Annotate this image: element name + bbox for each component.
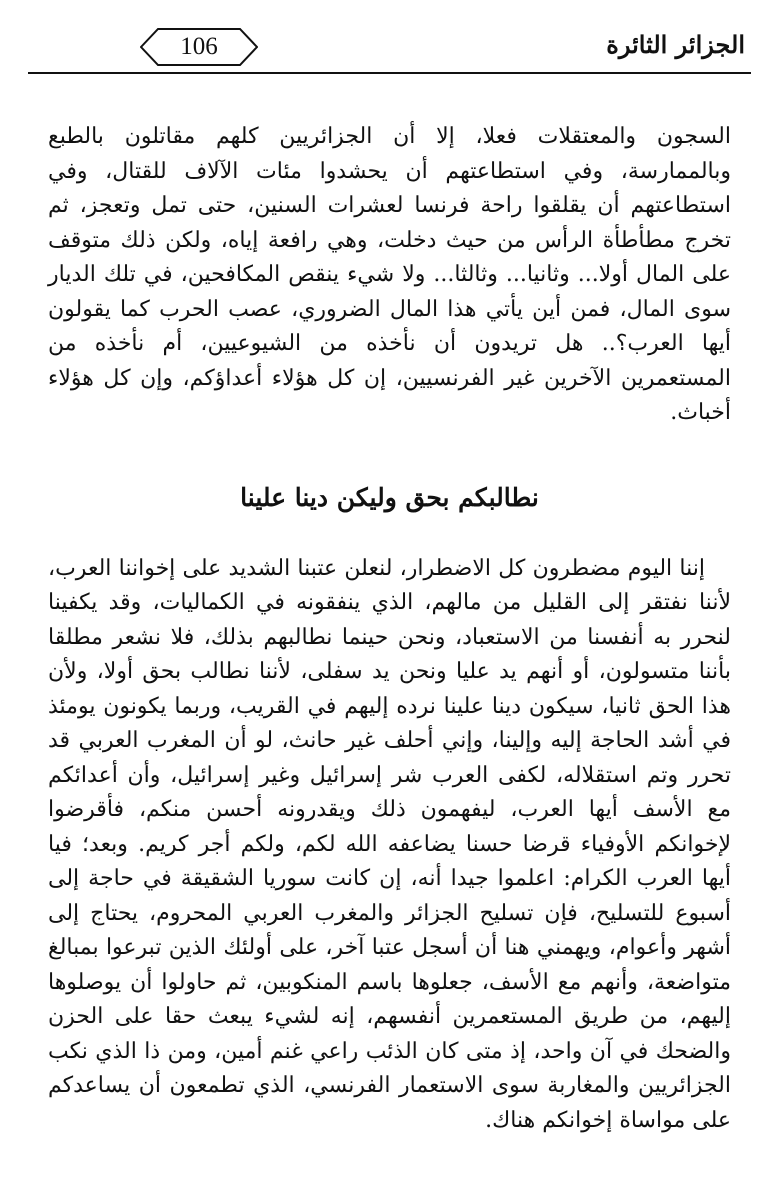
page-header: [28, 28, 751, 72]
paragraph-1: السجون والمعتقلات فعلا، إلا أن الجزائريين كلهم مقاتلون بالطبع وبالممارسة، وفي استطاعتهم أن يحشدوا مئات الآلاف للقتال، وفي استطاعتهم أن يقلقوا راحة فرنسا لعشرات السنين، حتى تمل وتعجز، ثم تخرج مطأطأة الرأس من حيث دخلت، وهي رافعة إياه، ولكن ذلك متوقف على المال أولا... وثانيا... وثالثا... ولا شيء ينقص المكافحين، في تلك الديار سوى المال، فمن أين يأتي هذا المال الضروري، عصب الحرب كما يقولون أيها العرب؟.. هل تريدون أن نأخذه من الشيوعيين، أم نأخذه من المستعمرين الآخرين غير الفرنسيين، إن كل هؤلاء أعداؤكم، وإن كل هؤلاء أخباث.: [48, 124, 731, 425]
header-rule: [28, 72, 751, 74]
page-number-badge: [140, 28, 258, 66]
running-title: الجزائر الثائرة: [606, 30, 745, 59]
paragraph-2: إننا اليوم مضطرون كل الاضطرار، لنعلن عتبنا الشديد على إخواننا العرب، لأننا نفتقر إلى القليل من مالهم، الذي ينفقونه في الكماليات، وقد يكفينا لنحرر به أنفسنا من الاستعباد، ونحن حينما نطالبهم بذلك، فلا نشعر مطلقا بأننا متسولون، أو أنهم يد عليا ونحن يد سفلى، لأننا نطالب بحق أولا، ولأن هذا الحق ثانيا، سيكون دينا علينا نرده إليهم في القريب، وربما يكونون يومئذ في أشد الحاجة إليه وإلينا، وإني أحلف غير حانث، لو أن المغرب العربي قد تحرر وتم استقلاله، لكفى العرب شر إسرائيل وغير إسرائيل، وأن أعدائكم مع الأسف أيها العرب، ليفهمون ذلك ويقدرونه أحسن منكم، فأقرضوا لإخوانكم الأوفياء قرضا حسنا يضاعفه الله لكم، ولكم أجر كريم. وبعد؛ فيا أيها العرب الكرام: اعلموا جيدا أنه، إن كانت سوريا الشقيقة في حاجة إلى أسبوع للتسليح، فإن تسليح الجزائر والمغرب العربي المحروم، يحتاج إلى أشهر وأعوام، ويهمني هنا أن أسجل عتبا آخر، على أولئك الذين تبرعوا بمبالغ متواضعة، وأنهم مع الأسف، جعلوها باسم المنكوبين، ثم حاولوا أن يوصلوها إليهم، من طريق المستعمرين أنفسهم، إنه لشيء يبعث حقا على الحزن والضحك في آن واحد، إذ متى كان الذئب راعي غنم أمين، ومن ذا الذي نكب الجزائريين والمغاربة سوى الاستعمار الفرنسي، الذي تطمعون أن يساعدكم على مواساة إخوانكم هناك.: [48, 555, 731, 1133]
section-heading: نطالبكم بحق وليكن دينا علينا: [240, 482, 539, 512]
page-body: [48, 120, 731, 1138]
page-number: 106: [180, 33, 218, 60]
